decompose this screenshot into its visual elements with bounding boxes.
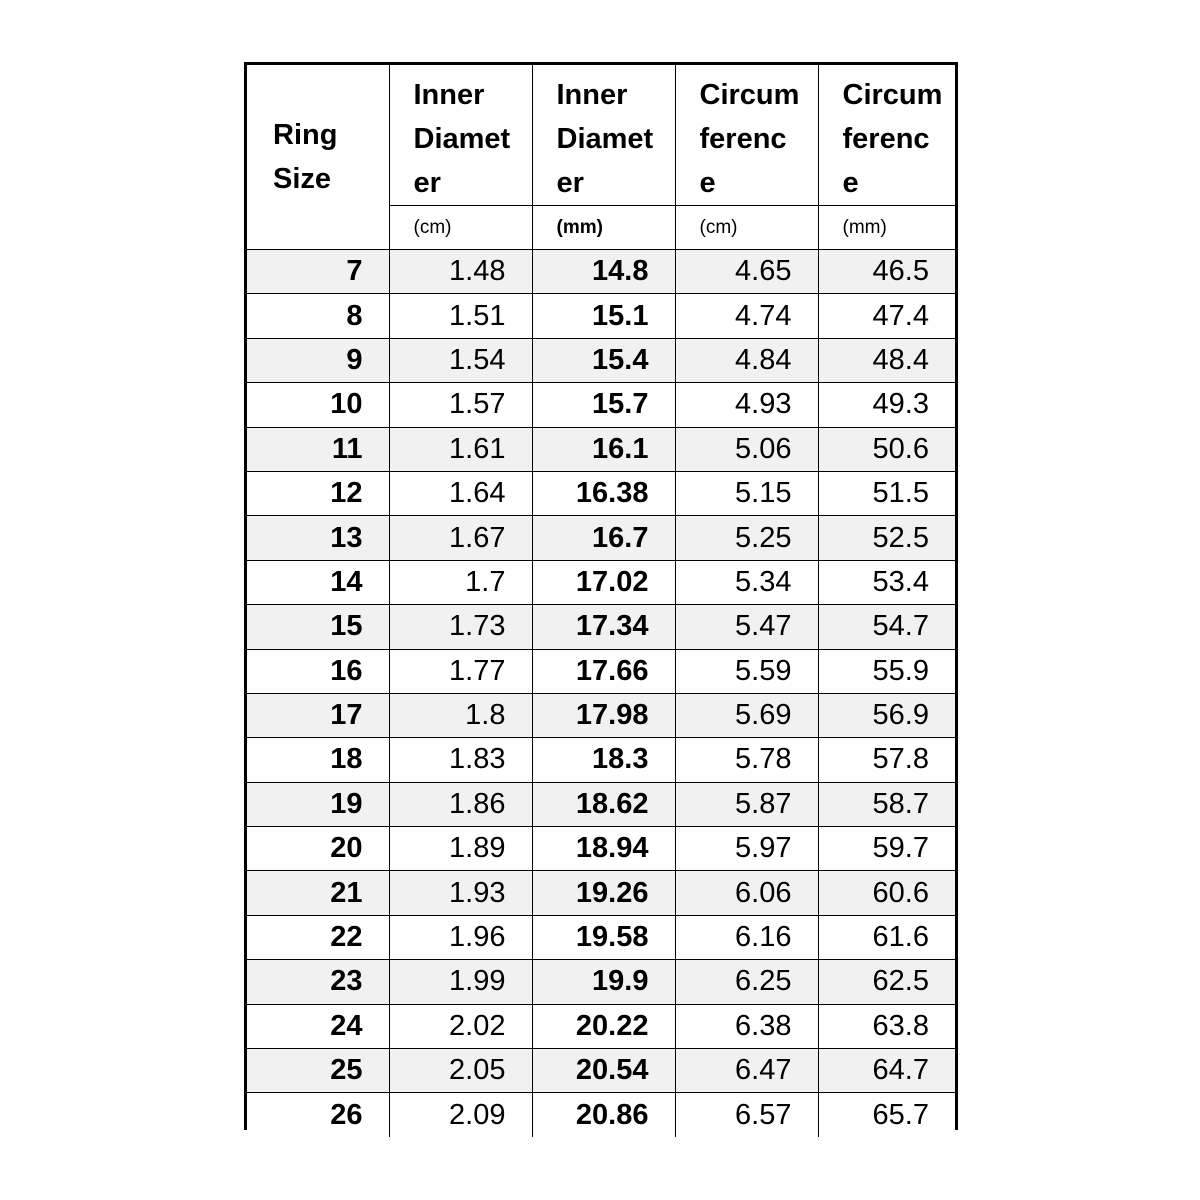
header-circumference-mm [818,65,955,206]
cell-ring-size: 25 [247,1049,389,1093]
cell-circumference-mm: 58.7 [818,782,955,826]
header-text: Inner [413,79,485,111]
header-text: ferenc [699,123,787,155]
cell-circumference-mm: 65.7 [818,1093,955,1137]
cell-inner-diameter-mm: 20.54 [532,1049,675,1093]
cell-ring-size: 8 [247,294,389,338]
cell-circumference-mm: 46.5 [818,250,955,294]
cell-circumference-mm: 56.9 [818,693,955,737]
cell-inner-diameter-cm: 1.89 [389,827,532,871]
cell-circumference-cm: 5.69 [675,693,818,737]
cell-inner-diameter-cm: 2.02 [389,1004,532,1048]
cell-inner-diameter-cm: 1.51 [389,294,532,338]
header-text: ferenc [842,123,930,155]
cell-circumference-cm: 5.87 [675,782,818,826]
cell-circumference-cm: 6.16 [675,915,818,959]
cell-ring-size: 17 [247,693,389,737]
cell-inner-diameter-mm: 17.98 [532,693,675,737]
table-row [247,960,955,1004]
header-ring-size [247,65,389,250]
cell-inner-diameter-mm: 17.66 [532,649,675,693]
cell-circumference-cm: 4.74 [675,294,818,338]
cell-circumference-cm: 6.06 [675,871,818,915]
table-row [247,560,955,604]
cell-inner-diameter-cm: 1.54 [389,338,532,382]
cell-ring-size: 12 [247,471,389,515]
cell-circumference-mm: 47.4 [818,294,955,338]
cell-inner-diameter-cm: 2.09 [389,1093,532,1137]
cell-circumference-cm: 4.84 [675,338,818,382]
header-text: Diamet [556,123,654,155]
cell-inner-diameter-cm: 1.7 [389,560,532,604]
cell-circumference-mm: 48.4 [818,338,955,382]
header-text: er [556,167,584,199]
cell-ring-size: 9 [247,338,389,382]
cell-inner-diameter-mm: 16.38 [532,471,675,515]
table-row [247,516,955,560]
cell-inner-diameter-mm: 16.7 [532,516,675,560]
table-row [247,294,955,338]
cell-circumference-cm: 5.06 [675,427,818,471]
cell-ring-size: 21 [247,871,389,915]
cell-inner-diameter-mm: 19.9 [532,960,675,1004]
cell-inner-diameter-mm: 19.58 [532,915,675,959]
cell-inner-diameter-mm: 18.94 [532,827,675,871]
cell-ring-size: 14 [247,560,389,604]
cell-inner-diameter-cm: 1.64 [389,471,532,515]
cell-circumference-mm: 61.6 [818,915,955,959]
header-text: e [842,167,859,199]
header-inner-diameter-mm [532,65,675,206]
cell-inner-diameter-mm: 20.22 [532,1004,675,1048]
cell-circumference-mm: 57.8 [818,738,955,782]
table-row [247,383,955,427]
cell-circumference-cm: 5.15 [675,471,818,515]
table-row [247,427,955,471]
cell-inner-diameter-mm: 16.1 [532,427,675,471]
cell-inner-diameter-mm: 18.3 [532,738,675,782]
cell-ring-size: 10 [247,383,389,427]
cell-circumference-cm: 5.97 [675,827,818,871]
ring-size-chart [247,65,955,1137]
header-text: Circum [842,79,943,111]
cell-inner-diameter-cm: 1.73 [389,605,532,649]
cell-circumference-mm: 63.8 [818,1004,955,1048]
cell-ring-size: 24 [247,1004,389,1048]
table-row [247,1093,955,1137]
cell-circumference-mm: 50.6 [818,427,955,471]
cell-circumference-mm: 62.5 [818,960,955,1004]
cell-circumference-cm: 6.57 [675,1093,818,1137]
cell-circumference-cm: 6.38 [675,1004,818,1048]
ring-size-table [244,62,958,1130]
cell-ring-size: 19 [247,782,389,826]
unit-inner-mm: (mm) [532,206,675,250]
table-row [247,782,955,826]
unit-inner-cm: (cm) [389,206,532,250]
header-text: er [413,167,441,199]
cell-ring-size: 22 [247,915,389,959]
cell-inner-diameter-cm: 2.05 [389,1049,532,1093]
cell-inner-diameter-cm: 1.77 [389,649,532,693]
header-text: Ring [273,119,338,151]
header-text: Inner [556,79,628,111]
cell-inner-diameter-cm: 1.86 [389,782,532,826]
cell-circumference-cm: 4.93 [675,383,818,427]
header-text: Circum [699,79,800,111]
cell-circumference-cm: 5.34 [675,560,818,604]
cell-inner-diameter-mm: 14.8 [532,250,675,294]
cell-inner-diameter-mm: 17.34 [532,605,675,649]
unit-circ-mm: (mm) [818,206,955,250]
cell-circumference-cm: 5.78 [675,738,818,782]
cell-circumference-cm: 4.65 [675,250,818,294]
cell-inner-diameter-mm: 17.02 [532,560,675,604]
cell-circumference-cm: 5.47 [675,605,818,649]
table-row [247,605,955,649]
cell-circumference-cm: 6.47 [675,1049,818,1093]
cell-circumference-cm: 5.25 [675,516,818,560]
table-row [247,1004,955,1048]
cell-circumference-mm: 54.7 [818,605,955,649]
cell-inner-diameter-mm: 19.26 [532,871,675,915]
header-inner-diameter-cm [389,65,532,206]
header-text: Diamet [413,123,511,155]
cell-circumference-mm: 49.3 [818,383,955,427]
header-row [247,65,955,206]
cell-inner-diameter-cm: 1.99 [389,960,532,1004]
cell-circumference-cm: 5.59 [675,649,818,693]
table-row [247,338,955,382]
cell-inner-diameter-cm: 1.48 [389,250,532,294]
cell-circumference-mm: 55.9 [818,649,955,693]
cell-ring-size: 23 [247,960,389,1004]
cell-ring-size: 11 [247,427,389,471]
cell-inner-diameter-cm: 1.8 [389,693,532,737]
table-row [247,1049,955,1093]
cell-inner-diameter-mm: 15.7 [532,383,675,427]
cell-circumference-mm: 53.4 [818,560,955,604]
cell-inner-diameter-mm: 20.86 [532,1093,675,1137]
cell-inner-diameter-cm: 1.96 [389,915,532,959]
table-row [247,871,955,915]
cell-inner-diameter-cm: 1.83 [389,738,532,782]
cell-inner-diameter-cm: 1.67 [389,516,532,560]
cell-circumference-mm: 52.5 [818,516,955,560]
cell-circumference-mm: 59.7 [818,827,955,871]
cell-inner-diameter-cm: 1.61 [389,427,532,471]
cell-inner-diameter-cm: 1.57 [389,383,532,427]
cell-inner-diameter-cm: 1.93 [389,871,532,915]
table-row [247,738,955,782]
cell-inner-diameter-mm: 15.4 [532,338,675,382]
cell-ring-size: 26 [247,1093,389,1137]
cell-ring-size: 20 [247,827,389,871]
cell-ring-size: 7 [247,250,389,294]
table-row [247,915,955,959]
cell-ring-size: 18 [247,738,389,782]
cell-inner-diameter-mm: 18.62 [532,782,675,826]
table-row [247,649,955,693]
table-row [247,693,955,737]
cell-ring-size: 16 [247,649,389,693]
cell-circumference-mm: 64.7 [818,1049,955,1093]
header-circumference-cm [675,65,818,206]
table-row [247,471,955,515]
header-text: e [699,167,716,199]
cell-inner-diameter-mm: 15.1 [532,294,675,338]
cell-ring-size: 13 [247,516,389,560]
cell-ring-size: 15 [247,605,389,649]
cell-circumference-mm: 60.6 [818,871,955,915]
cell-circumference-mm: 51.5 [818,471,955,515]
cell-circumference-cm: 6.25 [675,960,818,1004]
table-row [247,250,955,294]
header-text: Size [273,163,332,195]
unit-circ-cm: (cm) [675,206,818,250]
table-row [247,827,955,871]
